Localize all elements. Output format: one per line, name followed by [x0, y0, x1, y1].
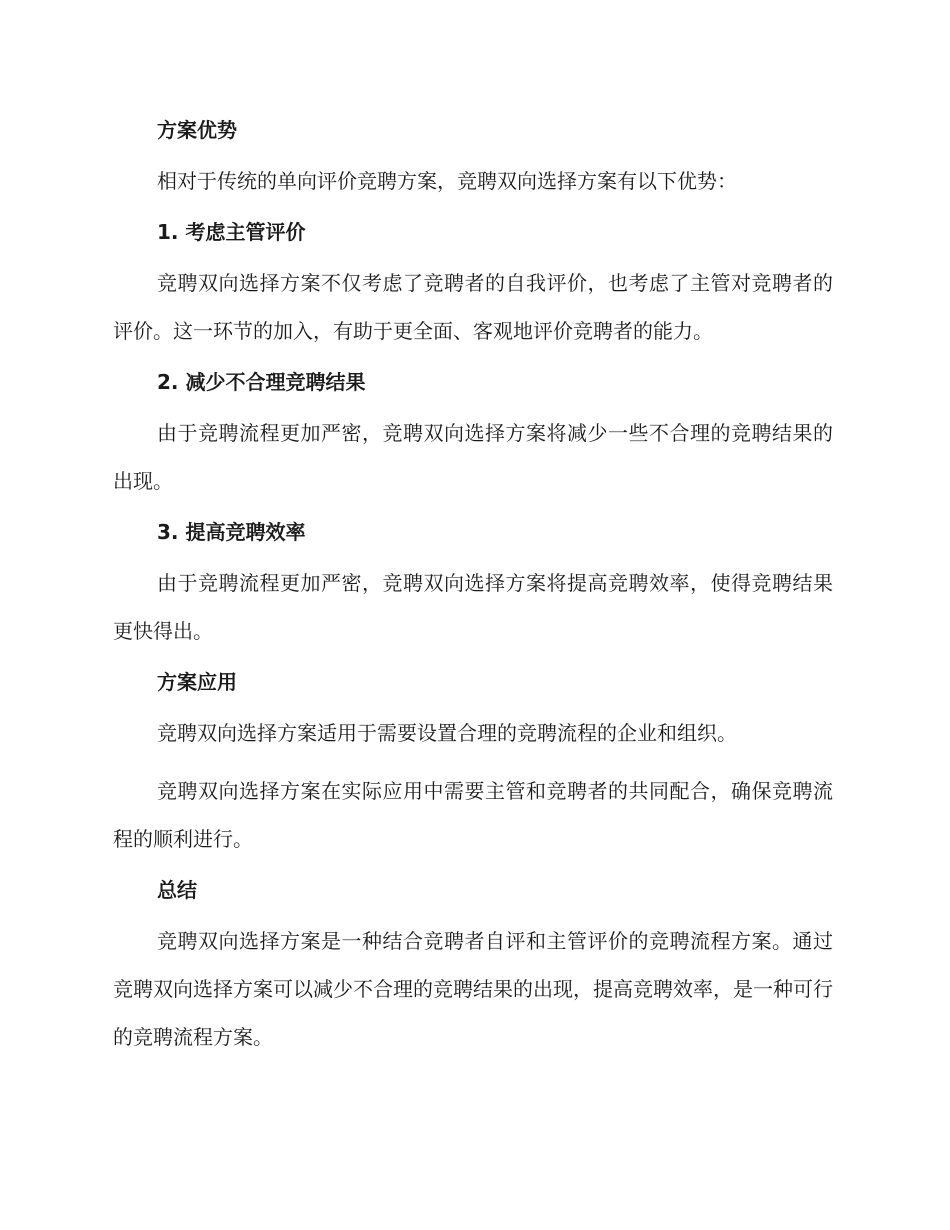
section-heading-advantages: 方案优势 [157, 118, 237, 142]
application-paragraph-1: 竞聘双向选择方案适用于需要设置合理的竞聘流程的企业和组织。 [157, 721, 737, 745]
subheading-improve-efficiency: 3. 提高竞聘效率 [157, 520, 306, 544]
subheading-reduce-unreasonable: 2. 减少不合理竞聘结果 [157, 370, 366, 394]
section-heading-summary: 总结 [157, 878, 197, 902]
consider-supervisor-paragraph: 竞聘双向选择方案不仅考虑了竞聘者的自我评价，也考虑了主管对竞聘者的评价。这一环节的加入，有助于更全面、客观地评价竞聘者的能力。 [113, 271, 833, 343]
application-paragraph-2: 竞聘双向选择方案在实际应用中需要主管和竞聘者的共同配合，确保竞聘流程的顺利进行。 [113, 779, 833, 851]
advantages-intro-paragraph: 相对于传统的单向评价竞聘方案，竞聘双向选择方案有以下优势： [157, 169, 737, 193]
reduce-unreasonable-paragraph: 由于竞聘流程更加严密，竞聘双向选择方案将减少一些不合理的竞聘结果的出现。 [113, 421, 833, 493]
document-page [113, 113, 833, 1061]
section-heading-application: 方案应用 [157, 670, 237, 694]
subheading-consider-supervisor: 1. 考虑主管评价 [157, 220, 306, 244]
summary-paragraph: 竞聘双向选择方案是一种结合竞聘者自评和主管评价的竞聘流程方案。通过竞聘双向选择方案可以减少不合理的竞聘结果的出现，提高竞聘效率，是一种可行的竞聘流程方案。 [113, 929, 833, 1049]
improve-efficiency-paragraph: 由于竞聘流程更加严密，竞聘双向选择方案将提高竞聘效率，使得竞聘结果更快得出。 [113, 571, 833, 643]
